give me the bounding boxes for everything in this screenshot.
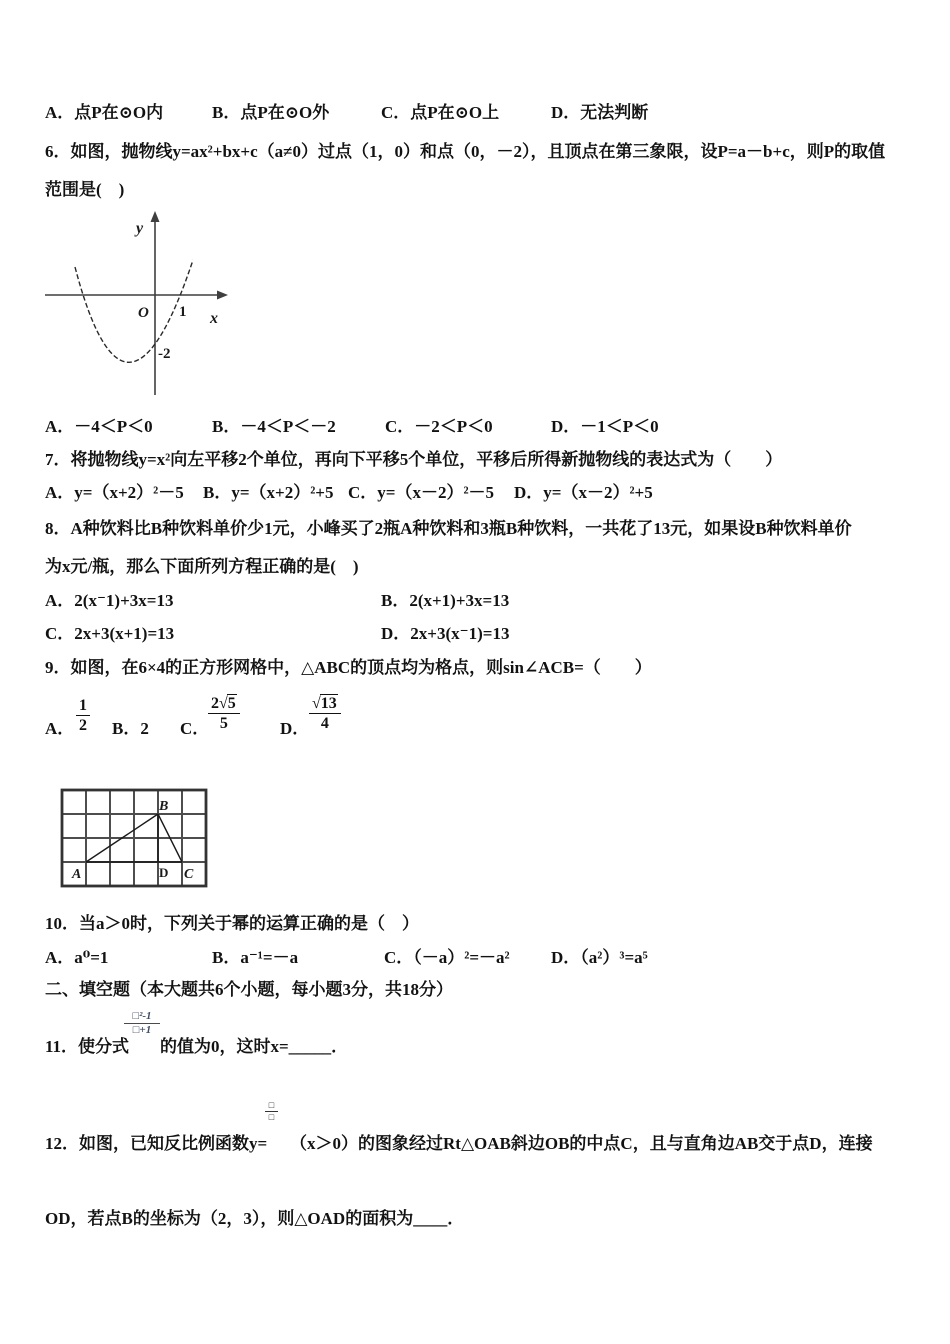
x-tick-label: 1 — [179, 304, 187, 320]
q9-option-c-fraction — [208, 694, 240, 733]
fraction-denominator: 2 — [79, 717, 87, 734]
q5-option-b: B．点P在⊙O外 — [212, 103, 330, 122]
q10-option-d: D．（a²）³=a⁵ — [551, 948, 648, 967]
q7-option-d: D．y=（x－2）²+5 — [514, 483, 653, 502]
q6-option-a: A．－4＜P＜0 — [45, 417, 153, 436]
q6-text-line2: 范围是( ) — [45, 180, 125, 199]
q9-option-d-fraction — [309, 694, 341, 733]
origin-label: O — [138, 305, 149, 321]
fraction-denominator: □+1 — [132, 1024, 152, 1036]
q8-text-line2: 为x元/瓶，那么下面所列方程正确的是( ) — [45, 557, 359, 576]
x-axis-label: x — [210, 310, 218, 327]
fraction-numerator: 2√5 — [208, 694, 240, 714]
vertex-d-label-faint: D — [159, 865, 169, 880]
q12-text-part1: 12．如图，已知反比例函数y= — [45, 1134, 268, 1153]
q8-text-line1: 8．A种饮料比B种饮料单价少1元，小峰买了2瓶A种饮料和3瓶B种饮料，一共花了13元，如果设B种饮料单价 — [45, 519, 852, 538]
q7-option-a: A．y=（x+2）²－5 — [45, 483, 184, 502]
fraction-denominator: □ — [268, 1112, 275, 1122]
q8-option-a: A．2(x⁻1)+3x=13 — [45, 591, 174, 610]
parabola-figure — [40, 205, 235, 403]
sqrt-icon: √ — [219, 695, 227, 712]
q5-option-d: D．无法判断 — [551, 103, 649, 122]
y-axis-label: y — [136, 220, 144, 237]
q8-option-b: B．2(x+1)+3x=13 — [381, 591, 510, 610]
q8-option-d: D．2x+3(x⁻1)=13 — [381, 624, 510, 643]
vertex-b-label: B — [159, 799, 169, 814]
q7-option-c: C．y=（x－2）²－5 — [348, 483, 495, 502]
q6-option-b: B．－4＜P＜－2 — [212, 417, 336, 436]
section2-header: 二、填空题（本大题共6个小题，每小题3分，共18分） — [45, 980, 453, 999]
grid-figure — [60, 788, 210, 890]
q6-option-d: D．－1＜P＜0 — [551, 417, 659, 436]
q9-text-line1: 9．如图，在6×4的正方形网格中，△ABC的顶点均为格点，则sin∠ACB=（ ） — [45, 658, 652, 677]
x-axis-arrow — [217, 291, 228, 300]
y-tick-label: -2 — [158, 346, 171, 362]
y-axis-arrow — [151, 211, 160, 222]
fraction-numerator: 1 — [76, 696, 90, 716]
q8-option-c: C．2x+3(x+1)=13 — [45, 624, 175, 643]
q9-option-a-label: A． — [45, 719, 75, 738]
parabola-curve — [75, 260, 193, 362]
q10-option-a: A．a⁰=1 — [45, 948, 109, 967]
q9-option-b: B．2 — [112, 719, 149, 738]
q12-text-part2: （x＞0）的图象经过Rt△OAB斜边OB的中点C，且与直角边AB交于点D，连接 — [290, 1134, 873, 1153]
q9-option-c-label: C． — [180, 719, 210, 738]
vertex-c-label: C — [184, 867, 194, 882]
q5-option-a: A．点P在⊙O内 — [45, 103, 164, 122]
fraction-numerator: √13 — [309, 694, 341, 714]
fraction-denominator: 5 — [219, 715, 228, 732]
q9-option-a-fraction — [76, 696, 90, 735]
sqrt-icon: √ — [312, 695, 320, 712]
vertex-a-label: A — [72, 867, 82, 882]
fraction-numerator: □ — [265, 1100, 278, 1112]
q5-option-c: C．点P在⊙O上 — [381, 103, 500, 122]
q11-text-suffix: 的值为0，这时x=_____． — [160, 1037, 349, 1056]
q6-option-c: C．－2＜P＜0 — [385, 417, 493, 436]
q12-text-line2: OD，若点B的坐标为（2，3），则△OAD的面积为____． — [45, 1209, 465, 1228]
q10-option-b: B．a⁻¹=－a — [212, 948, 299, 967]
q6-text-line1: 6．如图，抛物线y=ax²+bx+c（a≠0）过点（1，0）和点（0，－2），且顶点在第三象限，设P=a－b+c，则P的取值 — [45, 142, 886, 161]
q10-text-line1: 10．当a＞0时，下列关于幂的运算正确的是（ ） — [45, 914, 419, 933]
q11-text-prefix: 11．使分式 — [45, 1037, 130, 1056]
fraction-numerator: □²-1 — [124, 1010, 160, 1024]
q10-option-c: C．（－a）²=－a² — [384, 948, 510, 967]
q7-option-b: B．y=（x+2）²+5 — [203, 483, 334, 502]
fraction-denominator: 4 — [320, 715, 329, 732]
q12-fraction — [265, 1100, 278, 1123]
q7-text-line1: 7．将抛物线y=x²向左平移2个单位，再向下平移5个单位，平移后所得新抛物线的表达式为（ ） — [45, 450, 783, 469]
q9-option-d-label: D． — [280, 719, 310, 738]
q11-fraction — [124, 1010, 160, 1037]
